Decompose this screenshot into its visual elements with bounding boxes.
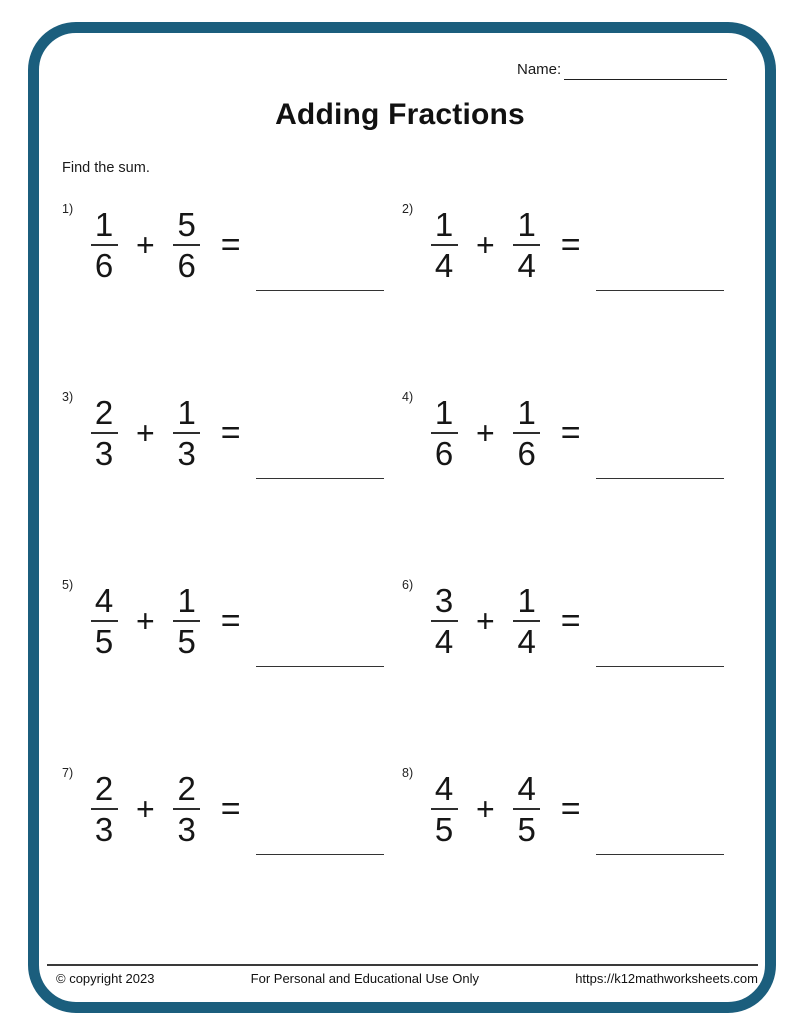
answer-blank-line[interactable]: [596, 666, 724, 667]
equals-sign: =: [560, 413, 581, 452]
numerator: 4: [94, 582, 114, 619]
fraction-second: [167, 584, 207, 658]
answer-blank-line[interactable]: [256, 854, 384, 855]
denominator: 6: [517, 435, 536, 472]
fraction-bar: [91, 808, 118, 810]
fraction-expression: [84, 396, 402, 470]
denominator: 5: [177, 623, 196, 660]
instruction-text: Find the sum.: [62, 160, 150, 176]
fraction-bar: [173, 432, 200, 434]
fraction-second: [507, 208, 547, 282]
fraction-expression: [424, 396, 742, 470]
numerator: 1: [517, 206, 536, 243]
fraction-bar: [431, 808, 458, 810]
problems-grid: [62, 202, 742, 954]
problem-number: 8): [402, 766, 414, 780]
problem-number: 1): [62, 202, 74, 216]
equals-sign: =: [220, 789, 241, 828]
answer-blank-line[interactable]: [256, 290, 384, 291]
numerator: 5: [177, 206, 196, 243]
page-title: Adding Fractions: [275, 98, 525, 131]
fraction-first: [84, 772, 124, 846]
problem: [62, 766, 402, 954]
fraction-second: [507, 396, 547, 470]
problem-number: 6): [402, 578, 414, 592]
name-blank-line[interactable]: [564, 63, 727, 80]
numerator: 1: [517, 394, 536, 431]
numerator: 1: [434, 394, 454, 431]
problem: [62, 202, 402, 390]
problem: [402, 390, 742, 578]
fraction-first: [424, 208, 464, 282]
plus-operator: +: [476, 226, 495, 263]
fraction-first: [424, 584, 464, 658]
fraction-second: [167, 396, 207, 470]
numerator: 1: [177, 394, 196, 431]
problem: [62, 578, 402, 766]
plus-operator: +: [136, 226, 155, 263]
denominator: 6: [94, 247, 114, 284]
footer-copyright: © copyright 2023: [56, 971, 155, 986]
fraction-bar: [173, 244, 200, 246]
fraction-bar: [513, 432, 540, 434]
footer: [56, 971, 758, 986]
denominator: 4: [434, 247, 454, 284]
fraction-bar: [513, 244, 540, 246]
numerator: 4: [434, 770, 454, 807]
fraction-second: [167, 208, 207, 282]
fraction-bar: [513, 620, 540, 622]
numerator: 2: [177, 770, 196, 807]
answer-blank-line[interactable]: [596, 478, 724, 479]
fraction-second: [507, 584, 547, 658]
denominator: 6: [177, 247, 196, 284]
denominator: 3: [177, 811, 196, 848]
problem-number: 4): [402, 390, 414, 404]
fraction-expression: [424, 772, 742, 846]
fraction-expression: [84, 208, 402, 282]
fraction-bar: [173, 620, 200, 622]
footer-divider: [47, 964, 758, 966]
fraction-first: [424, 772, 464, 846]
numerator: 2: [94, 770, 114, 807]
denominator: 6: [434, 435, 454, 472]
problem-number: 7): [62, 766, 74, 780]
plus-operator: +: [476, 414, 495, 451]
footer-url-link[interactable]: https://k12mathworksheets.com: [575, 971, 758, 986]
denominator: 3: [94, 435, 114, 472]
fraction-first: [84, 208, 124, 282]
fraction-second: [167, 772, 207, 846]
answer-blank-line[interactable]: [596, 290, 724, 291]
numerator: 1: [177, 582, 196, 619]
equals-sign: =: [220, 413, 241, 452]
denominator: 5: [434, 811, 454, 848]
numerator: 3: [434, 582, 454, 619]
name-label: Name:: [517, 61, 562, 78]
problem-number: 3): [62, 390, 74, 404]
fraction-bar: [173, 808, 200, 810]
numerator: 1: [517, 582, 536, 619]
answer-blank-line[interactable]: [256, 478, 384, 479]
fraction-bar: [431, 432, 458, 434]
denominator: 4: [517, 247, 536, 284]
fraction-bar: [513, 808, 540, 810]
fraction-second: [507, 772, 547, 846]
problem: [402, 578, 742, 766]
name-row: [517, 60, 727, 80]
numerator: 1: [94, 206, 114, 243]
fraction-expression: [84, 584, 402, 658]
denominator: 5: [94, 623, 114, 660]
denominator: 5: [517, 811, 536, 848]
equals-sign: =: [220, 601, 241, 640]
fraction-bar: [91, 620, 118, 622]
fraction-first: [84, 584, 124, 658]
fraction-expression: [424, 584, 742, 658]
fraction-first: [84, 396, 124, 470]
fraction-bar: [431, 244, 458, 246]
equals-sign: =: [220, 225, 241, 264]
plus-operator: +: [136, 602, 155, 639]
problem: [402, 202, 742, 390]
numerator: 4: [517, 770, 536, 807]
plus-operator: +: [476, 602, 495, 639]
equals-sign: =: [560, 225, 581, 264]
denominator: 4: [517, 623, 536, 660]
problem-number: 5): [62, 578, 74, 592]
fraction-bar: [91, 244, 118, 246]
plus-operator: +: [136, 414, 155, 451]
fraction-expression: [84, 772, 402, 846]
fraction-first: [424, 396, 464, 470]
answer-blank-line[interactable]: [596, 854, 724, 855]
denominator: 4: [434, 623, 454, 660]
problem: [62, 390, 402, 578]
fraction-bar: [431, 620, 458, 622]
footer-usage-text: For Personal and Educational Use Only: [250, 971, 480, 986]
denominator: 3: [177, 435, 196, 472]
problem-number: 2): [402, 202, 414, 216]
numerator: 2: [94, 394, 114, 431]
equals-sign: =: [560, 789, 581, 828]
answer-blank-line[interactable]: [256, 666, 384, 667]
plus-operator: +: [476, 790, 495, 827]
plus-operator: +: [136, 790, 155, 827]
equals-sign: =: [560, 601, 581, 640]
fraction-expression: [424, 208, 742, 282]
numerator: 1: [434, 206, 454, 243]
problem: [402, 766, 742, 954]
fraction-bar: [91, 432, 118, 434]
denominator: 3: [94, 811, 114, 848]
